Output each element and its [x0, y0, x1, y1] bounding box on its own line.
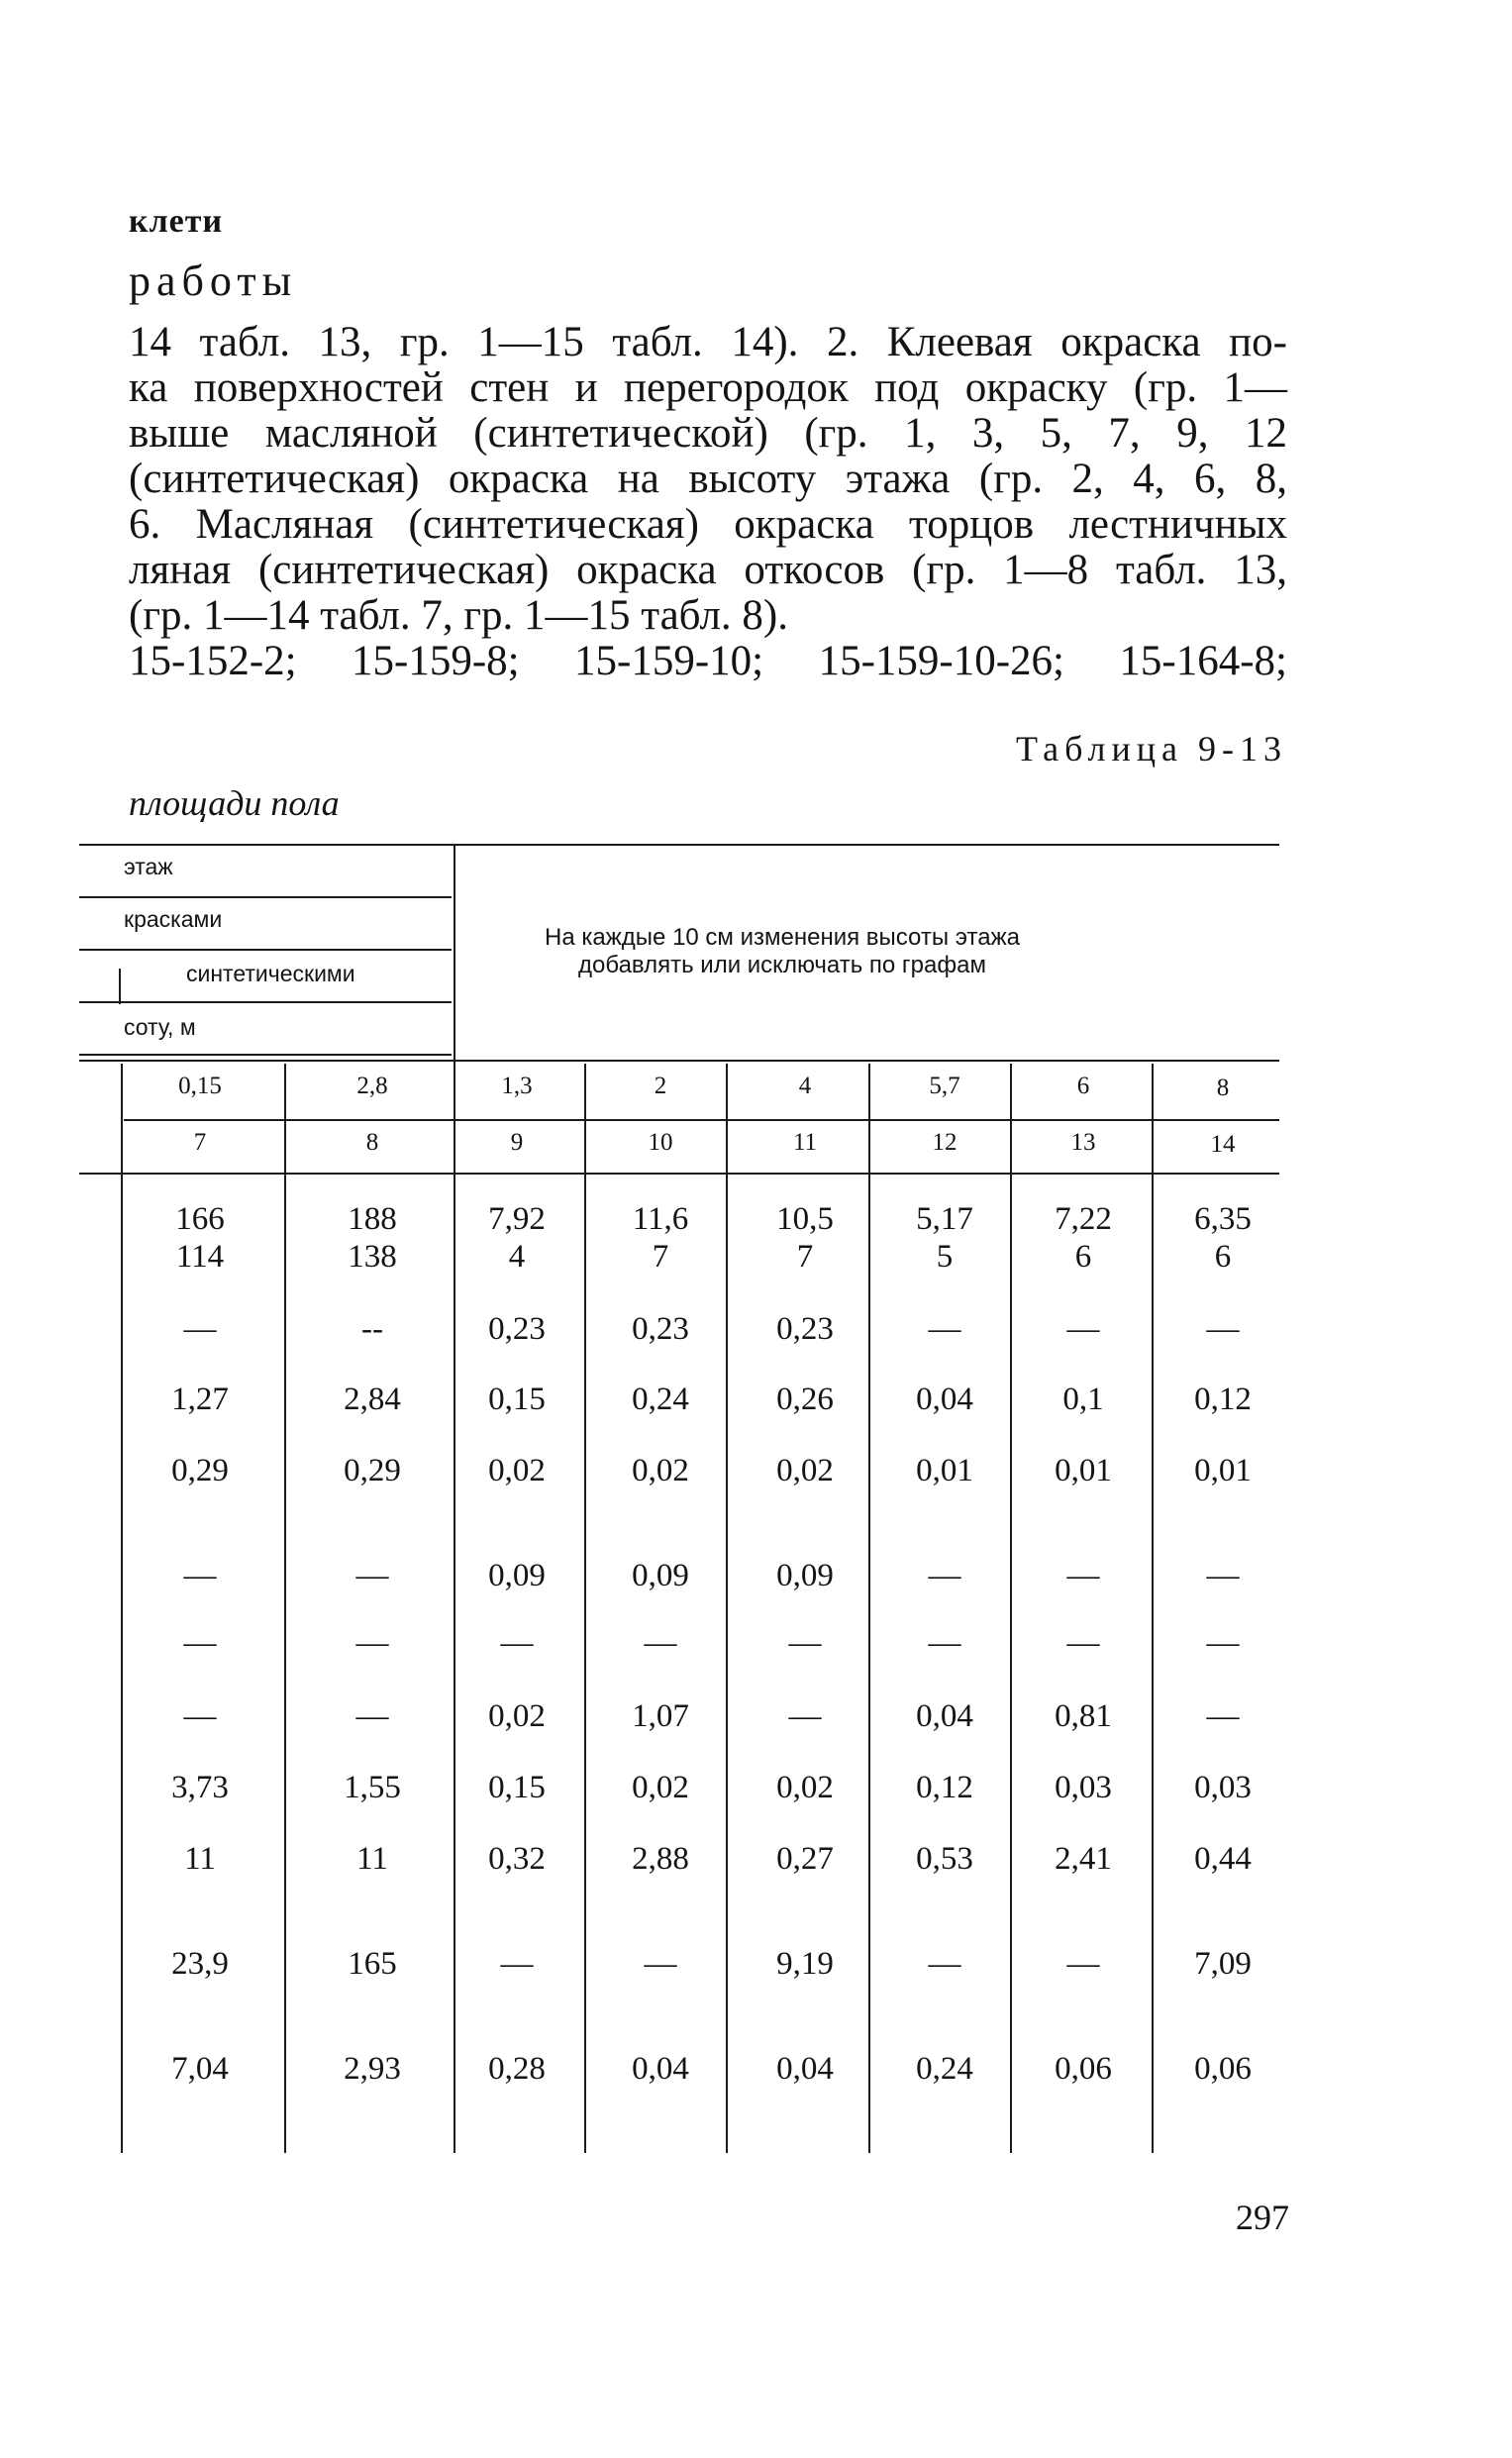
- table-cell: 23,9: [171, 1946, 229, 1982]
- table-cell: 0,02: [488, 1453, 546, 1488]
- heading-cage: клети: [129, 203, 224, 240]
- table-cell: 0,02: [776, 1770, 834, 1805]
- height-value: 2,8: [356, 1073, 388, 1099]
- table-cell: 165: [348, 1946, 397, 1982]
- table-cell: 0,04: [776, 2051, 834, 2087]
- column-number: 10: [648, 1129, 673, 1156]
- height-value: 8: [1216, 1075, 1230, 1101]
- table-cell: 5,17 5: [916, 1201, 973, 1275]
- column-rule: [284, 1064, 286, 2153]
- height-value: 5,7: [929, 1073, 960, 1099]
- table-cell: —: [355, 1625, 389, 1661]
- table-cell: —: [1066, 1625, 1100, 1661]
- table-label: Таблица 9-13: [1016, 729, 1287, 768]
- table-cell: 11: [184, 1841, 216, 1877]
- table-cell: 11: [356, 1841, 388, 1877]
- paragraph-line: 6. Масляная (синтетическая) окраска торцов лестничных: [129, 501, 1287, 548]
- table-cell: —: [1066, 1311, 1100, 1347]
- column-rule: [1152, 1064, 1154, 2153]
- table-cell: 0,09: [632, 1558, 689, 1593]
- header-label: красками: [124, 906, 223, 932]
- table-cell: 0,15: [488, 1770, 546, 1805]
- table-cell: —: [928, 1625, 961, 1661]
- header-divider: [79, 1054, 452, 1056]
- table-cell: 0,04: [916, 1382, 973, 1417]
- table-cell: 11,6 7: [632, 1201, 689, 1275]
- colnum-row-rule: [79, 1173, 1279, 1175]
- table-cell: 6,35 6: [1194, 1201, 1252, 1275]
- table-cell: 9,19: [776, 1946, 834, 1982]
- table-cell: 7,92 4: [488, 1201, 546, 1275]
- table-cell: —: [183, 1625, 217, 1661]
- page-number: 297: [1236, 2198, 1289, 2237]
- table-cell: 0,01: [1055, 1453, 1112, 1488]
- table-cell: 0,44: [1194, 1841, 1252, 1877]
- table-cell: —: [788, 1698, 822, 1734]
- table-cell: 1,55: [344, 1770, 401, 1805]
- paragraph-line: 14 табл. 13, гр. 1—15 табл. 14). 2. Клеевая окраска по-: [129, 319, 1287, 365]
- column-number: 8: [365, 1129, 379, 1156]
- table-cell: —: [183, 1311, 217, 1347]
- column-number: 13: [1070, 1129, 1096, 1156]
- table-cell: 2,88: [632, 1841, 689, 1877]
- header-label: соту, м: [124, 1014, 196, 1040]
- table-cell: 0,28: [488, 2051, 546, 2087]
- table-cell: 2,84: [344, 1382, 401, 1417]
- table-top-rule: [79, 844, 1279, 846]
- table-cell: 0,01: [916, 1453, 973, 1488]
- table-cell: 0,12: [916, 1770, 973, 1805]
- table-cell: 0,23: [488, 1311, 546, 1347]
- header-label: этаж: [124, 854, 173, 879]
- table-cell: —: [500, 1625, 534, 1661]
- header-note-line: На каждые 10 см изменения высоты этажа: [545, 924, 1020, 951]
- table-cell: 0,04: [916, 1698, 973, 1734]
- header-label: синтетическими: [186, 961, 355, 986]
- heading-works: работы: [129, 256, 298, 305]
- column-rule: [1010, 1064, 1012, 2153]
- table-cell: 10,5 7: [776, 1201, 834, 1275]
- table-cell: 0,09: [488, 1558, 546, 1593]
- table-cell: 0,29: [171, 1453, 229, 1488]
- table-cell: —: [788, 1625, 822, 1661]
- column-rule: [868, 1064, 870, 2153]
- main-vertical-rule: [454, 844, 455, 2153]
- table-cell: —: [355, 1698, 389, 1734]
- table-cell: 1,27: [171, 1382, 229, 1417]
- column-rule: [726, 1064, 728, 2153]
- table-cell: —: [500, 1946, 534, 1982]
- table-cell: 0,04: [632, 2051, 689, 2087]
- header-divider: [79, 1001, 452, 1003]
- table-cell: —: [1066, 1558, 1100, 1593]
- table-cell: 0,02: [632, 1770, 689, 1805]
- table-cell: 3,73: [171, 1770, 229, 1805]
- height-row-rule: [124, 1119, 1279, 1121]
- table-cell: —: [928, 1946, 961, 1982]
- table-cell: —: [1206, 1625, 1240, 1661]
- table-cell: 7,09: [1194, 1946, 1252, 1982]
- header-divider: [79, 896, 452, 898]
- table-cell: 0,09: [776, 1558, 834, 1593]
- height-value: 4: [798, 1073, 812, 1099]
- table-cell: 0,29: [344, 1453, 401, 1488]
- column-number: 9: [510, 1129, 524, 1156]
- table-cell: 0,03: [1055, 1770, 1112, 1805]
- column-number: 11: [792, 1129, 818, 1156]
- table-cell: —: [183, 1558, 217, 1593]
- height-value: 6: [1076, 1073, 1090, 1099]
- table-cell: 166 114: [175, 1201, 225, 1275]
- table-cell: —: [1206, 1698, 1240, 1734]
- table-cell: 0,27: [776, 1841, 834, 1877]
- header-divider: [79, 949, 452, 951]
- column-number: 14: [1210, 1131, 1236, 1158]
- height-value: 2: [654, 1073, 667, 1099]
- table-cell: 0,32: [488, 1841, 546, 1877]
- paragraph-line: 15-152-2; 15-159-8; 15-159-10; 15-159-10-26; 15-164-8;: [129, 638, 1287, 684]
- table-cell: 0,06: [1194, 2051, 1252, 2087]
- table-cell: --: [361, 1311, 383, 1347]
- table-cell: 0,26: [776, 1382, 834, 1417]
- height-value: 1,3: [501, 1073, 533, 1099]
- column-number: 12: [932, 1129, 958, 1156]
- table-cell: 0,24: [916, 2051, 973, 2087]
- height-value: 0,15: [178, 1073, 222, 1099]
- table-cell: 2,41: [1055, 1841, 1112, 1877]
- table-cell: 0,53: [916, 1841, 973, 1877]
- table-cell: 0,03: [1194, 1770, 1252, 1805]
- table-cell: 1,07: [632, 1698, 689, 1734]
- small-vertical-rule: [119, 969, 121, 1004]
- table-cell: 188 138: [348, 1201, 397, 1275]
- table-cell: 7,22 6: [1055, 1201, 1112, 1275]
- table-cell: —: [644, 1946, 677, 1982]
- table-cell: 2,93: [344, 2051, 401, 2087]
- table-cell: —: [355, 1558, 389, 1593]
- table-cell: 0,81: [1055, 1698, 1112, 1734]
- table-cell: 0,23: [632, 1311, 689, 1347]
- table-cell: —: [183, 1698, 217, 1734]
- header-note-line: добавлять или исключать по графам: [578, 952, 986, 978]
- table-cell: —: [928, 1311, 961, 1347]
- paragraph-line: ляная (синтетическая) окраска откосов (гр. 1—8 табл. 13,: [129, 547, 1287, 593]
- table-cell: 7,04: [171, 2051, 229, 2087]
- table-cell: —: [1206, 1311, 1240, 1347]
- table-cell: 0,12: [1194, 1382, 1252, 1417]
- paragraph-line: (синтетическая) окраска на высоту этажа (гр. 2, 4, 6, 8,: [129, 456, 1287, 502]
- table-cell: —: [644, 1625, 677, 1661]
- paragraph-line: ка поверхностей стен и перегородок под окраску (гр. 1—: [129, 364, 1287, 411]
- table-cell: 0,02: [776, 1453, 834, 1488]
- table-cell: —: [1066, 1946, 1100, 1982]
- table-cell: 0,02: [488, 1698, 546, 1734]
- column-rule: [584, 1064, 586, 2153]
- column-number: 7: [193, 1129, 207, 1156]
- column-rule: [121, 1064, 123, 2153]
- table-cell: 0,1: [1062, 1382, 1104, 1417]
- table-cell: —: [1206, 1558, 1240, 1593]
- table-cell: 0,01: [1194, 1453, 1252, 1488]
- paragraph-line: (гр. 1—14 табл. 7, гр. 1—15 табл. 8).: [129, 592, 788, 639]
- header-bottom-rule: [79, 1060, 1279, 1062]
- paragraph-line: выше масляной (синтетической) (гр. 1, 3, 5, 7, 9, 12: [129, 410, 1287, 457]
- table-cell: 0,06: [1055, 2051, 1112, 2087]
- table-cell: 0,23: [776, 1311, 834, 1347]
- table-subtitle: площади пола: [129, 783, 340, 823]
- table-cell: 0,15: [488, 1382, 546, 1417]
- table-cell: —: [928, 1558, 961, 1593]
- table-cell: 0,02: [632, 1453, 689, 1488]
- table-cell: 0,24: [632, 1382, 689, 1417]
